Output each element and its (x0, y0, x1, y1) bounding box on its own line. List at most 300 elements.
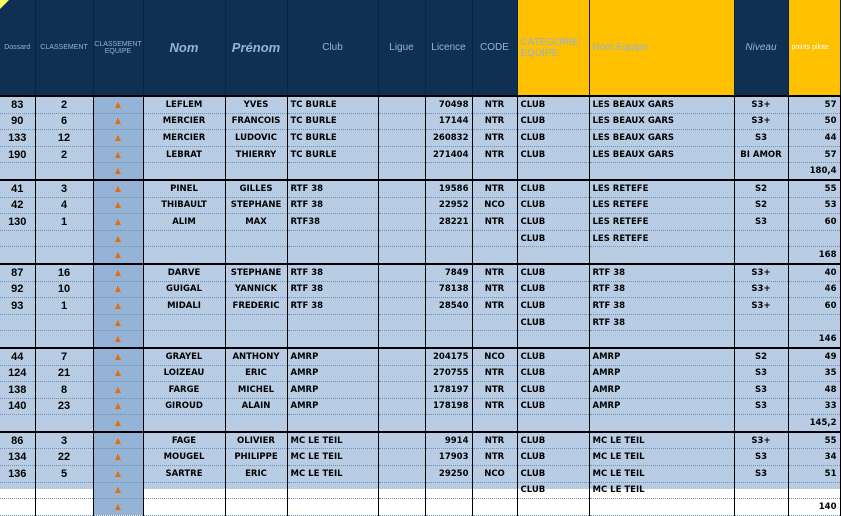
cell-categorie[interactable]: CLUB (517, 314, 589, 331)
cell-club[interactable]: TC BURLE (287, 146, 378, 163)
cell-nom[interactable]: SARTRE (143, 466, 225, 483)
cell-code[interactable]: NTR (472, 281, 517, 298)
cell-licence[interactable] (425, 482, 472, 499)
cell-dossard[interactable] (0, 247, 35, 264)
cell-prenom[interactable]: STEPHANE (225, 197, 287, 214)
cell-club[interactable]: RTF 38 (287, 197, 378, 214)
cell-niveau[interactable] (734, 247, 788, 264)
cell-nom-equipe[interactable]: MC LE TEIL (589, 449, 734, 466)
cell-classement[interactable] (35, 415, 93, 432)
cell-code[interactable]: NTR (472, 113, 517, 130)
cell-licence[interactable]: 70498 (425, 96, 472, 113)
cell-classement[interactable]: 10 (35, 281, 93, 298)
cell-classement[interactable] (35, 314, 93, 331)
cell-nom-equipe[interactable]: AMRP (589, 382, 734, 399)
cell-nom[interactable] (143, 314, 225, 331)
cell-classement[interactable]: 3 (35, 432, 93, 449)
warning-triangle-icon[interactable]: ▲ (114, 401, 122, 411)
cell-code[interactable] (472, 163, 517, 180)
cell-categorie[interactable]: CLUB (517, 281, 589, 298)
cell-classement[interactable]: 22 (35, 449, 93, 466)
cell-niveau[interactable]: S2 (734, 180, 788, 197)
warning-triangle-icon[interactable]: ▲ (114, 435, 122, 445)
cell-nom[interactable]: ALIM (143, 214, 225, 231)
cell-classement-equipe[interactable] (93, 415, 143, 432)
cell-dossard[interactable]: 190 (0, 146, 35, 163)
cell-ligue[interactable] (378, 398, 425, 415)
cell-classement-equipe[interactable] (93, 146, 143, 163)
cell-classement[interactable]: 4 (35, 197, 93, 214)
cell-nom-equipe[interactable]: MC LE TEIL (589, 432, 734, 449)
cell-classement[interactable] (35, 247, 93, 264)
cell-categorie[interactable]: CLUB (517, 398, 589, 415)
cell-niveau[interactable]: S3 (734, 398, 788, 415)
cell-classement[interactable]: 3 (35, 180, 93, 197)
warning-triangle-icon[interactable]: ▲ (114, 183, 122, 193)
cell-dossard[interactable] (0, 415, 35, 432)
cell-classement[interactable]: 8 (35, 382, 93, 399)
header-prenom[interactable]: Prénom (225, 0, 287, 96)
cell-nom[interactable]: GRAYEL (143, 348, 225, 365)
cell-categorie[interactable]: CLUB (517, 348, 589, 365)
cell-classement[interactable] (35, 331, 93, 348)
team-total-points[interactable]: 168 (788, 247, 840, 264)
cell-points[interactable]: 57 (788, 96, 840, 113)
cell-prenom[interactable]: FREDERIC (225, 298, 287, 315)
cell-ligue[interactable] (378, 482, 425, 499)
cell-classement-equipe[interactable] (93, 314, 143, 331)
cell-classement[interactable]: 5 (35, 466, 93, 483)
cell-classement-equipe[interactable] (93, 499, 143, 516)
cell-nom-equipe[interactable]: RTF 38 (589, 298, 734, 315)
cell-nom[interactable]: FARGE (143, 382, 225, 399)
cell-categorie[interactable] (517, 163, 589, 180)
warning-triangle-icon[interactable]: ▲ (114, 149, 122, 159)
warning-triangle-icon[interactable]: ▲ (114, 418, 122, 428)
cell-classement-equipe[interactable] (93, 197, 143, 214)
team-total-points[interactable]: 180,4 (788, 163, 840, 180)
warning-triangle-icon[interactable]: ▲ (114, 300, 122, 310)
warning-triangle-icon[interactable]: ▲ (114, 502, 122, 512)
cell-licence[interactable]: 7849 (425, 264, 472, 281)
cell-classement-equipe[interactable] (93, 382, 143, 399)
cell-licence[interactable]: 17144 (425, 113, 472, 130)
cell-nom-equipe[interactable]: LES BEAUX GARS (589, 130, 734, 147)
cell-nom[interactable] (143, 331, 225, 348)
header-categorie-equipe[interactable]: CATEGORIE EQUIPE (517, 0, 589, 96)
cell-categorie[interactable]: CLUB (517, 449, 589, 466)
cell-niveau[interactable]: S3+ (734, 113, 788, 130)
cell-classement-equipe[interactable] (93, 466, 143, 483)
cell-code[interactable]: NTR (472, 146, 517, 163)
cell-niveau[interactable]: S3 (734, 365, 788, 382)
cell-nom[interactable]: MOUGEL (143, 449, 225, 466)
cell-dossard[interactable]: 42 (0, 197, 35, 214)
warning-triangle-icon[interactable]: ▲ (114, 250, 122, 260)
cell-nom[interactable]: MIDALI (143, 298, 225, 315)
cell-nom[interactable]: MERCIER (143, 113, 225, 130)
cell-categorie[interactable] (517, 415, 589, 432)
warning-triangle-icon[interactable]: ▲ (114, 351, 122, 361)
cell-points[interactable]: 57 (788, 146, 840, 163)
cell-points[interactable]: 33 (788, 398, 840, 415)
cell-dossard[interactable]: 86 (0, 432, 35, 449)
header-classement-equipe[interactable]: CLASSEMENT EQUIPE (93, 0, 143, 96)
cell-nom-equipe[interactable]: LES BEAUX GARS (589, 96, 734, 113)
cell-club[interactable]: RTF 38 (287, 281, 378, 298)
cell-licence[interactable]: 29250 (425, 466, 472, 483)
cell-club[interactable]: RTF38 (287, 214, 378, 231)
cell-classement-equipe[interactable] (93, 281, 143, 298)
cell-dossard[interactable]: 90 (0, 113, 35, 130)
cell-prenom[interactable]: ERIC (225, 365, 287, 382)
cell-categorie[interactable]: CLUB (517, 432, 589, 449)
cell-prenom[interactable] (225, 230, 287, 247)
cell-ligue[interactable] (378, 247, 425, 264)
cell-prenom[interactable]: THIERRY (225, 146, 287, 163)
cell-club[interactable]: MC LE TEIL (287, 466, 378, 483)
cell-points[interactable]: 55 (788, 432, 840, 449)
cell-dossard[interactable]: 83 (0, 96, 35, 113)
cell-niveau[interactable]: S3 (734, 130, 788, 147)
cell-code[interactable] (472, 230, 517, 247)
cell-nom-equipe[interactable]: LES RETEFE (589, 214, 734, 231)
cell-nom-equipe[interactable] (589, 247, 734, 264)
cell-niveau[interactable] (734, 499, 788, 516)
warning-triangle-icon[interactable]: ▲ (114, 468, 122, 478)
cell-code[interactable] (472, 247, 517, 264)
cell-dossard[interactable] (0, 314, 35, 331)
cell-ligue[interactable] (378, 466, 425, 483)
cell-nom-equipe[interactable]: RTF 38 (589, 264, 734, 281)
cell-licence[interactable]: 19586 (425, 180, 472, 197)
cell-licence[interactable]: 178198 (425, 398, 472, 415)
cell-prenom[interactable]: ERIC (225, 466, 287, 483)
cell-prenom[interactable]: ALAIN (225, 398, 287, 415)
cell-classement-equipe[interactable] (93, 331, 143, 348)
cell-ligue[interactable] (378, 264, 425, 281)
cell-club[interactable] (287, 230, 378, 247)
cell-dossard[interactable]: 87 (0, 264, 35, 281)
cell-classement-equipe[interactable] (93, 348, 143, 365)
cell-points[interactable]: 51 (788, 466, 840, 483)
cell-nom[interactable]: LEBRAT (143, 146, 225, 163)
cell-licence[interactable] (425, 314, 472, 331)
cell-classement-equipe[interactable] (93, 432, 143, 449)
cell-ligue[interactable] (378, 146, 425, 163)
warning-triangle-icon[interactable]: ▲ (114, 200, 122, 210)
cell-points[interactable]: 55 (788, 180, 840, 197)
cell-ligue[interactable] (378, 230, 425, 247)
cell-nom-equipe[interactable]: AMRP (589, 348, 734, 365)
cell-classement-equipe[interactable] (93, 163, 143, 180)
cell-classement[interactable]: 21 (35, 365, 93, 382)
cell-points[interactable]: 60 (788, 298, 840, 315)
cell-ligue[interactable] (378, 331, 425, 348)
cell-prenom[interactable]: OLIVIER (225, 432, 287, 449)
cell-prenom[interactable]: MAX (225, 214, 287, 231)
cell-points[interactable]: 34 (788, 449, 840, 466)
cell-nom[interactable]: GIROUD (143, 398, 225, 415)
cell-niveau[interactable]: S3 (734, 214, 788, 231)
cell-prenom[interactable]: YVES (225, 96, 287, 113)
cell-categorie[interactable] (517, 499, 589, 516)
cell-categorie[interactable]: CLUB (517, 482, 589, 499)
cell-classement-equipe[interactable] (93, 214, 143, 231)
cell-licence[interactable] (425, 499, 472, 516)
team-total-points[interactable]: 140 (788, 499, 840, 516)
cell-licence[interactable] (425, 230, 472, 247)
cell-categorie[interactable]: CLUB (517, 197, 589, 214)
cell-licence[interactable]: 17903 (425, 449, 472, 466)
cell-categorie[interactable]: CLUB (517, 365, 589, 382)
cell-licence[interactable]: 78138 (425, 281, 472, 298)
cell-categorie[interactable]: CLUB (517, 130, 589, 147)
cell-code[interactable]: NTR (472, 214, 517, 231)
cell-code[interactable]: NTR (472, 264, 517, 281)
cell-dossard[interactable]: 138 (0, 382, 35, 399)
cell-club[interactable]: RTF 38 (287, 298, 378, 315)
cell-nom-equipe[interactable] (589, 499, 734, 516)
cell-categorie[interactable]: CLUB (517, 298, 589, 315)
cell-club[interactable]: RTF 38 (287, 180, 378, 197)
warning-triangle-icon[interactable]: ▲ (114, 485, 122, 495)
cell-points[interactable]: 48 (788, 382, 840, 399)
header-niveau[interactable]: Niveau (734, 0, 788, 96)
cell-classement[interactable] (35, 163, 93, 180)
cell-ligue[interactable] (378, 214, 425, 231)
team-total-points[interactable]: 145,2 (788, 415, 840, 432)
header-code[interactable]: CODE (472, 0, 517, 96)
cell-nom-equipe[interactable] (589, 415, 734, 432)
cell-categorie[interactable] (517, 247, 589, 264)
cell-code[interactable] (472, 482, 517, 499)
cell-classement-equipe[interactable] (93, 482, 143, 499)
cell-classement[interactable]: 12 (35, 130, 93, 147)
cell-points[interactable]: 44 (788, 130, 840, 147)
cell-dossard[interactable] (0, 499, 35, 516)
cell-code[interactable]: NTR (472, 382, 517, 399)
warning-triangle-icon[interactable]: ▲ (114, 267, 122, 277)
cell-code[interactable] (472, 499, 517, 516)
cell-dossard[interactable]: 130 (0, 214, 35, 231)
cell-nom[interactable]: THIBAULT (143, 197, 225, 214)
cell-nom[interactable]: MERCIER (143, 130, 225, 147)
cell-code[interactable]: NCO (472, 466, 517, 483)
cell-dossard[interactable]: 136 (0, 466, 35, 483)
header-nom-equipe[interactable]: Nom Equipe (589, 0, 734, 96)
cell-nom-equipe[interactable]: MC LE TEIL (589, 466, 734, 483)
cell-dossard[interactable]: 44 (0, 348, 35, 365)
cell-prenom[interactable]: FRANCOIS (225, 113, 287, 130)
cell-ligue[interactable] (378, 197, 425, 214)
cell-dossard[interactable]: 41 (0, 180, 35, 197)
header-dossard[interactable]: Dossard (0, 0, 35, 96)
cell-niveau[interactable]: S3+ (734, 432, 788, 449)
cell-ligue[interactable] (378, 365, 425, 382)
cell-classement[interactable] (35, 482, 93, 499)
cell-nom[interactable]: LEFLEM (143, 96, 225, 113)
cell-classement[interactable]: 2 (35, 96, 93, 113)
cell-prenom[interactable]: MICHEL (225, 382, 287, 399)
cell-points[interactable]: 50 (788, 113, 840, 130)
cell-ligue[interactable] (378, 113, 425, 130)
cell-club[interactable] (287, 247, 378, 264)
cell-code[interactable]: NTR (472, 180, 517, 197)
cell-prenom[interactable]: GILLES (225, 180, 287, 197)
cell-categorie[interactable]: CLUB (517, 96, 589, 113)
cell-niveau[interactable]: S2 (734, 197, 788, 214)
warning-triangle-icon[interactable]: ▲ (114, 99, 122, 109)
cell-club[interactable] (287, 415, 378, 432)
cell-classement-equipe[interactable] (93, 398, 143, 415)
cell-nom-equipe[interactable]: LES BEAUX GARS (589, 146, 734, 163)
warning-triangle-icon[interactable]: ▲ (114, 166, 122, 176)
cell-points[interactable]: 46 (788, 281, 840, 298)
cell-categorie[interactable]: CLUB (517, 146, 589, 163)
cell-nom[interactable]: DARVE (143, 264, 225, 281)
cell-code[interactable]: NCO (472, 348, 517, 365)
cell-niveau[interactable]: S3 (734, 382, 788, 399)
cell-ligue[interactable] (378, 130, 425, 147)
cell-prenom[interactable] (225, 247, 287, 264)
cell-club[interactable]: TC BURLE (287, 113, 378, 130)
warning-triangle-icon[interactable]: ▲ (114, 384, 122, 394)
warning-triangle-icon[interactable]: ▲ (114, 233, 122, 243)
cell-categorie[interactable] (517, 331, 589, 348)
cell-prenom[interactable]: STEPHANE (225, 264, 287, 281)
cell-code[interactable]: NTR (472, 449, 517, 466)
team-total-points[interactable]: 146 (788, 331, 840, 348)
header-nom[interactable]: Nom (143, 0, 225, 96)
cell-licence[interactable]: 28540 (425, 298, 472, 315)
cell-classement[interactable]: 2 (35, 146, 93, 163)
cell-classement-equipe[interactable] (93, 247, 143, 264)
cell-classement-equipe[interactable] (93, 365, 143, 382)
cell-club[interactable]: AMRP (287, 382, 378, 399)
cell-code[interactable]: NTR (472, 398, 517, 415)
cell-classement[interactable] (35, 499, 93, 516)
cell-niveau[interactable]: S3+ (734, 298, 788, 315)
cell-niveau[interactable] (734, 482, 788, 499)
cell-classement-equipe[interactable] (93, 113, 143, 130)
cell-points[interactable]: 40 (788, 264, 840, 281)
cell-prenom[interactable] (225, 314, 287, 331)
cell-prenom[interactable]: PHILIPPE (225, 449, 287, 466)
cell-club[interactable] (287, 314, 378, 331)
cell-prenom[interactable] (225, 331, 287, 348)
cell-nom-equipe[interactable] (589, 331, 734, 348)
cell-classement-equipe[interactable] (93, 96, 143, 113)
cell-niveau[interactable] (734, 331, 788, 348)
header-ligue[interactable]: Ligue (378, 0, 425, 96)
cell-licence[interactable]: 271404 (425, 146, 472, 163)
cell-nom[interactable]: GUIGAL (143, 281, 225, 298)
cell-code[interactable] (472, 415, 517, 432)
cell-nom[interactable] (143, 482, 225, 499)
cell-ligue[interactable] (378, 96, 425, 113)
cell-niveau[interactable] (734, 230, 788, 247)
cell-licence[interactable] (425, 163, 472, 180)
cell-dossard[interactable]: 93 (0, 298, 35, 315)
header-club[interactable]: Club (287, 0, 378, 96)
cell-nom-equipe[interactable]: LES RETEFE (589, 197, 734, 214)
cell-categorie[interactable]: CLUB (517, 230, 589, 247)
cell-ligue[interactable] (378, 415, 425, 432)
cell-niveau[interactable]: S3 (734, 466, 788, 483)
cell-classement-equipe[interactable] (93, 230, 143, 247)
cell-points[interactable]: 49 (788, 348, 840, 365)
cell-ligue[interactable] (378, 449, 425, 466)
cell-classement[interactable]: 7 (35, 348, 93, 365)
cell-nom-equipe[interactable]: MC LE TEIL (589, 482, 734, 499)
cell-code[interactable]: NCO (472, 197, 517, 214)
cell-nom-equipe[interactable]: LES RETEFE (589, 230, 734, 247)
cell-club[interactable] (287, 482, 378, 499)
cell-categorie[interactable]: CLUB (517, 264, 589, 281)
cell-classement-equipe[interactable] (93, 264, 143, 281)
cell-classement-equipe[interactable] (93, 449, 143, 466)
cell-points[interactable] (788, 230, 840, 247)
warning-triangle-icon[interactable]: ▲ (114, 216, 122, 226)
cell-nom-equipe[interactable]: LES BEAUX GARS (589, 113, 734, 130)
cell-points[interactable]: 60 (788, 214, 840, 231)
cell-dossard[interactable]: 134 (0, 449, 35, 466)
cell-dossard[interactable] (0, 230, 35, 247)
warning-triangle-icon[interactable]: ▲ (114, 132, 122, 142)
cell-dossard[interactable]: 124 (0, 365, 35, 382)
cell-niveau[interactable]: S3+ (734, 264, 788, 281)
cell-classement[interactable]: 23 (35, 398, 93, 415)
warning-triangle-icon[interactable]: ▲ (114, 116, 122, 126)
cell-categorie[interactable]: CLUB (517, 214, 589, 231)
cell-niveau[interactable]: S2 (734, 348, 788, 365)
cell-points[interactable] (788, 482, 840, 499)
cell-code[interactable]: NTR (472, 298, 517, 315)
cell-ligue[interactable] (378, 298, 425, 315)
cell-licence[interactable]: 270755 (425, 365, 472, 382)
cell-club[interactable]: TC BURLE (287, 130, 378, 147)
cell-classement[interactable]: 1 (35, 298, 93, 315)
cell-licence[interactable]: 260832 (425, 130, 472, 147)
cell-dossard[interactable]: 140 (0, 398, 35, 415)
cell-corner-marker[interactable] (0, 0, 9, 9)
cell-prenom[interactable] (225, 482, 287, 499)
cell-classement-equipe[interactable] (93, 180, 143, 197)
cell-nom[interactable] (143, 163, 225, 180)
cell-prenom[interactable]: LUDOVIC (225, 130, 287, 147)
cell-ligue[interactable] (378, 180, 425, 197)
cell-code[interactable]: NTR (472, 365, 517, 382)
cell-niveau[interactable]: S3+ (734, 281, 788, 298)
cell-nom[interactable]: LOIZEAU (143, 365, 225, 382)
cell-nom[interactable] (143, 230, 225, 247)
cell-club[interactable]: TC BURLE (287, 96, 378, 113)
cell-licence[interactable]: 9914 (425, 432, 472, 449)
cell-licence[interactable]: 22952 (425, 197, 472, 214)
cell-nom-equipe[interactable] (589, 163, 734, 180)
cell-nom[interactable]: FAGE (143, 432, 225, 449)
cell-prenom[interactable] (225, 415, 287, 432)
cell-points[interactable] (788, 314, 840, 331)
cell-prenom[interactable] (225, 163, 287, 180)
cell-categorie[interactable]: CLUB (517, 180, 589, 197)
cell-code[interactable]: NTR (472, 130, 517, 147)
cell-ligue[interactable] (378, 432, 425, 449)
cell-licence[interactable]: 28221 (425, 214, 472, 231)
cell-code[interactable] (472, 314, 517, 331)
cell-categorie[interactable]: CLUB (517, 382, 589, 399)
